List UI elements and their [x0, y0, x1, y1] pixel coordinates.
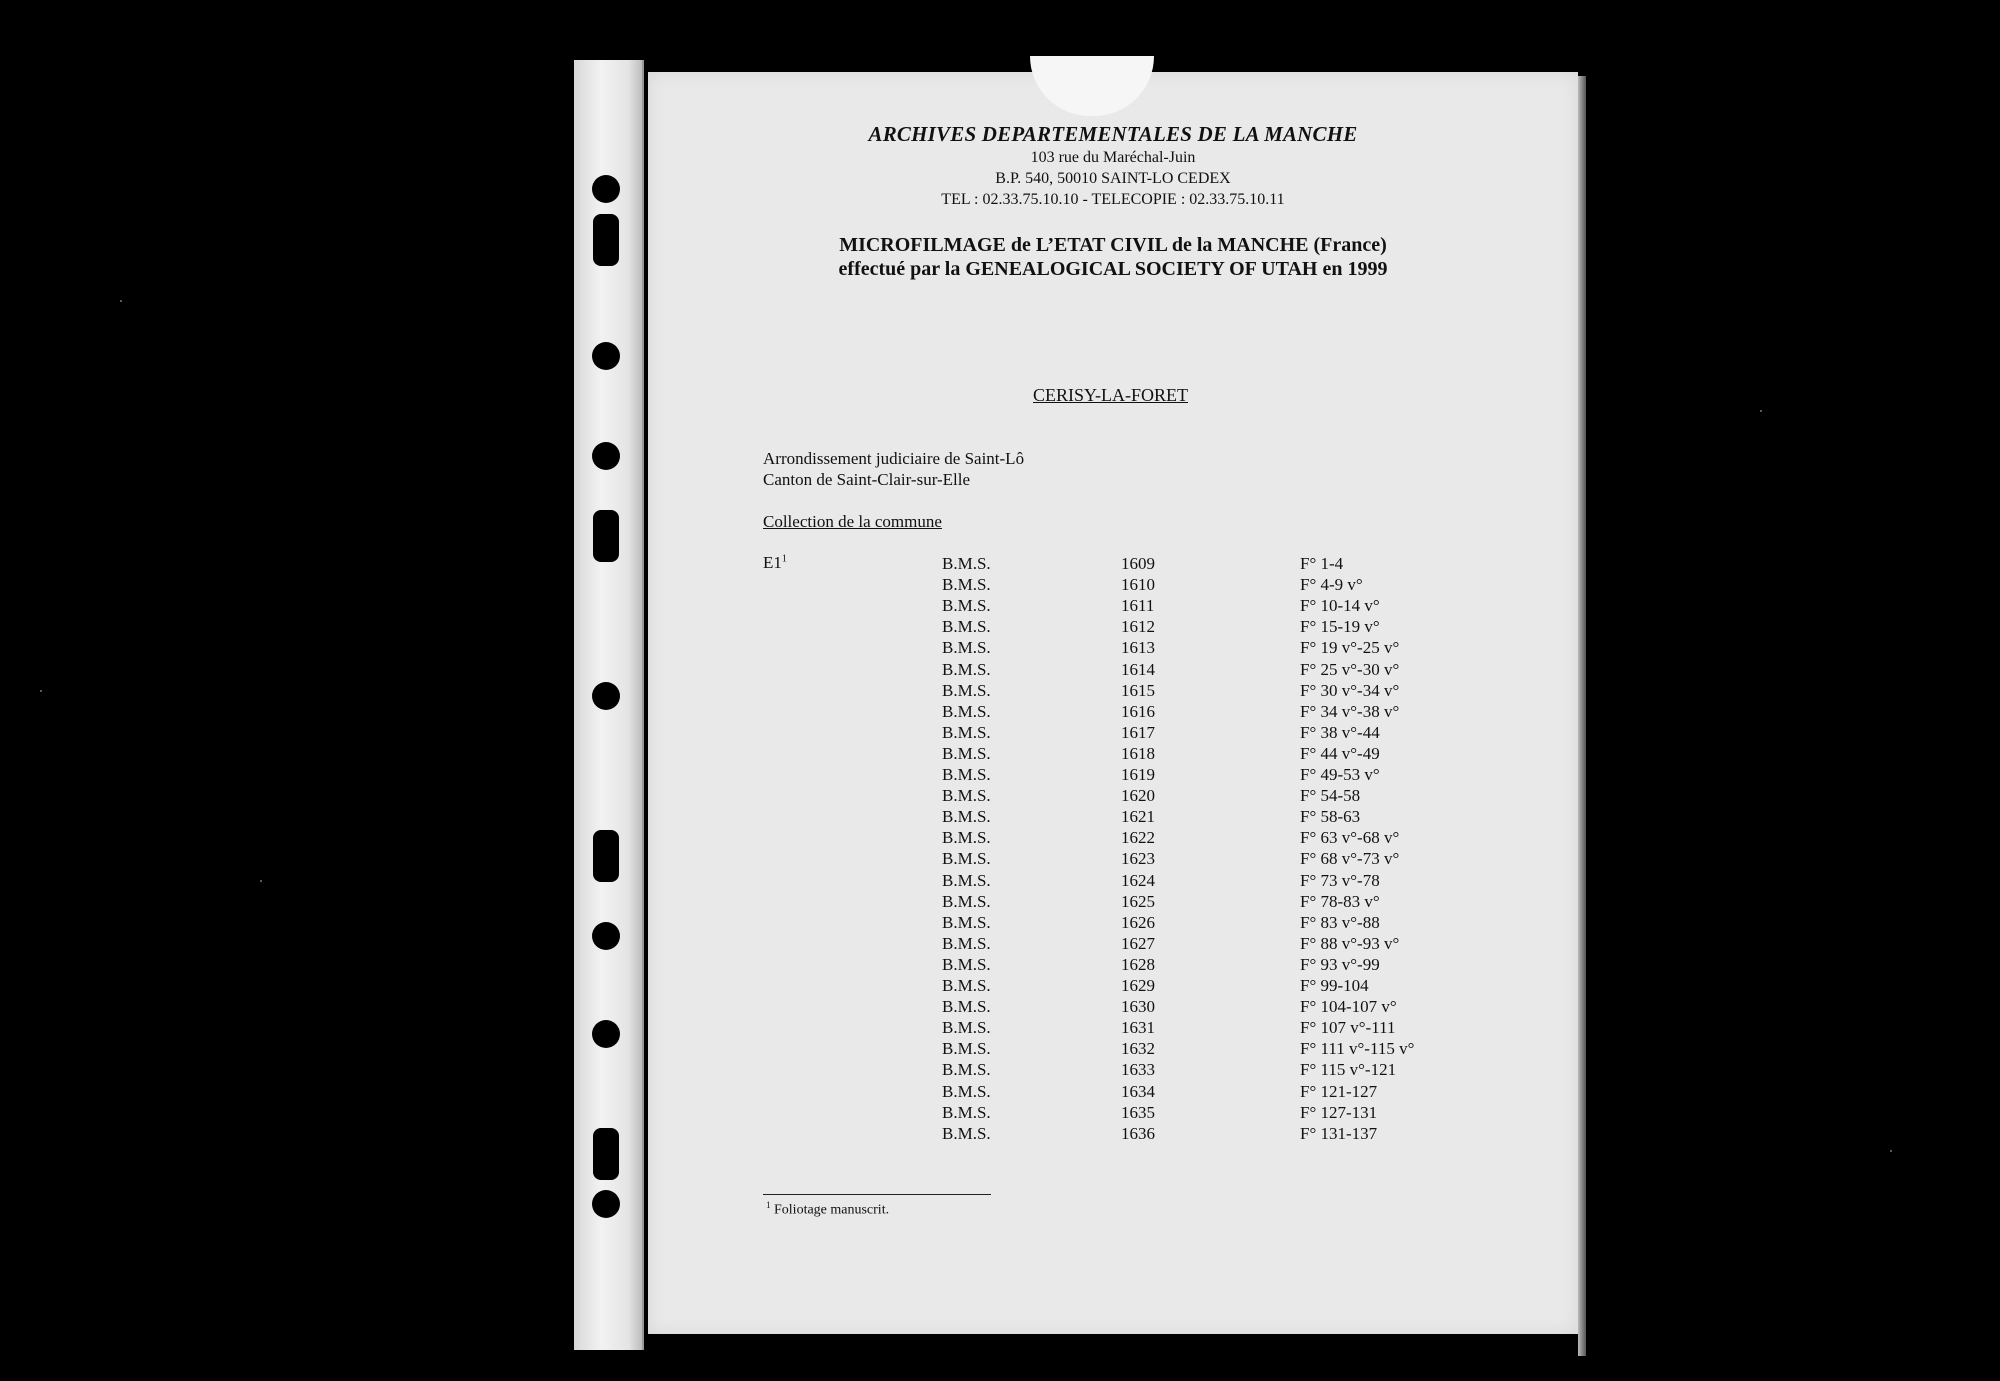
record-type: B.M.S.	[942, 617, 991, 637]
record-folio: F° 49-53 v°	[1300, 765, 1380, 784]
record-type: B.M.S.	[942, 849, 991, 869]
record-year: 1632	[1121, 1039, 1155, 1059]
record-year: 1634	[1121, 1081, 1155, 1101]
record-type: B.M.S.	[942, 638, 991, 658]
record-year: 1628	[1121, 954, 1155, 974]
punch-hole	[592, 175, 620, 203]
archive-name: ARCHIVES DEPARTEMENTALES DE LA MANCHE	[868, 122, 1358, 146]
table-row	[0, 871, 2000, 892]
record-type: B.M.S.	[942, 701, 991, 721]
record-folio: F° 99-104	[1300, 976, 1369, 995]
record-year: 1624	[1121, 870, 1155, 890]
record-folio: F° 19 v°-25 v°	[1300, 638, 1400, 658]
table-row	[0, 702, 2000, 723]
record-year: 1615	[1121, 680, 1155, 700]
film-speck	[1890, 1150, 1892, 1152]
record-year: 1609	[1121, 554, 1155, 573]
record-type: B.M.S.	[942, 997, 991, 1017]
record-folio: F° 10-14 v°	[1300, 596, 1380, 616]
record-type: B.M.S.	[942, 912, 991, 932]
table-row	[0, 765, 2000, 786]
record-type: B.M.S.	[942, 722, 991, 742]
record-type: B.M.S.	[942, 1060, 991, 1080]
record-folio: F° 115 v°-121	[1300, 1060, 1397, 1080]
record-folio: F° 38 v°-44	[1300, 722, 1380, 742]
admin-info	[763, 448, 1024, 490]
record-folio: F° 30 v°-34 v°	[1300, 680, 1400, 700]
footnote-text: Foliotage manuscrit.	[774, 1202, 890, 1218]
record-type: B.M.S.	[942, 1039, 991, 1059]
record-type: B.M.S.	[942, 870, 991, 890]
record-folio: F° 34 v°-38 v°	[1300, 701, 1400, 721]
record-folio: F° 88 v°-93 v°	[1300, 933, 1400, 953]
table-row	[0, 1039, 2000, 1060]
record-type: B.M.S.	[942, 575, 991, 595]
record-folio: F° 54-58	[1300, 786, 1361, 806]
record-type: B.M.S.	[942, 1081, 991, 1101]
record-year: 1618	[1121, 743, 1155, 763]
table-row	[0, 681, 2000, 702]
arrondissement: Arrondissement judiciaire de Saint-Lô	[763, 449, 1025, 468]
title-line-2: effectué par la GENEALOGICAL SOCIETY OF UTAH en 1999	[838, 258, 1388, 280]
record-folio: F° 4-9 v°	[1300, 575, 1363, 595]
record-year: 1613	[1121, 638, 1155, 658]
canton: Canton de Saint-Clair-sur-Elle	[763, 470, 971, 489]
record-folio: F° 104-107 v°	[1300, 997, 1397, 1017]
table-row	[0, 575, 2000, 596]
table-row	[0, 744, 2000, 765]
table-row	[0, 955, 2000, 976]
punch-hole	[592, 442, 620, 470]
record-year: 1621	[1121, 807, 1155, 827]
record-year: 1636	[1121, 1123, 1155, 1143]
series-code-label: E1	[763, 553, 782, 572]
table-row	[0, 934, 2000, 955]
address-line-2: B.P. 540, 50010 SAINT-LO CEDEX	[995, 170, 1231, 187]
record-year: 1635	[1121, 1102, 1155, 1122]
record-year: 1617	[1121, 722, 1155, 742]
record-type: B.M.S.	[942, 933, 991, 953]
table-row	[0, 1124, 2000, 1145]
title-line-1: MICROFILMAGE de L’ETAT CIVIL de la MANCHE (France)	[839, 234, 1387, 256]
film-speck	[40, 690, 42, 692]
table-row	[0, 786, 2000, 807]
table-row	[0, 1060, 2000, 1081]
record-year: 1633	[1121, 1060, 1155, 1080]
table-row	[0, 976, 2000, 997]
record-folio: F° 83 v°-88	[1300, 912, 1380, 932]
footnote-reference: 1	[781, 553, 787, 565]
record-year: 1612	[1121, 617, 1155, 637]
record-type: B.M.S.	[942, 1018, 991, 1038]
record-type: B.M.S.	[942, 596, 991, 616]
record-folio: F° 78-83 v°	[1300, 891, 1380, 911]
commune-name: CERISY-LA-FORET	[1033, 385, 1189, 405]
table-row	[0, 617, 2000, 638]
table-row	[0, 849, 2000, 870]
record-year: 1610	[1121, 575, 1155, 595]
punch-hole	[592, 342, 620, 370]
record-type: B.M.S.	[942, 554, 991, 573]
phone-line: TEL : 02.33.75.10.10 - TELECOPIE : 02.33.75.10.11	[941, 191, 1285, 208]
table-row	[0, 638, 2000, 659]
record-year: 1626	[1121, 912, 1155, 932]
record-year: 1620	[1121, 786, 1155, 806]
archive-header	[648, 122, 1578, 210]
record-type: B.M.S.	[942, 828, 991, 848]
footnote	[766, 1200, 889, 1219]
table-row	[0, 554, 2000, 575]
record-folio: F° 44 v°-49	[1300, 743, 1380, 763]
table-row	[0, 997, 2000, 1018]
record-year: 1614	[1121, 659, 1155, 679]
record-folio: F° 15-19 v°	[1300, 617, 1380, 637]
record-year: 1631	[1121, 1018, 1155, 1038]
record-folio: F° 68 v°-73 v°	[1300, 849, 1400, 869]
record-year: 1630	[1121, 997, 1155, 1017]
record-type: B.M.S.	[942, 954, 991, 974]
record-folio: F° 111 v°-115 v°	[1300, 1039, 1415, 1059]
table-row	[0, 1103, 2000, 1124]
table-row	[0, 1082, 2000, 1103]
collection-heading: Collection de la commune	[763, 512, 942, 531]
footnote-mark: 1	[766, 1200, 771, 1210]
record-type: B.M.S.	[942, 976, 991, 995]
record-folio: F° 73 v°-78	[1300, 870, 1380, 890]
table-row	[0, 596, 2000, 617]
record-type: B.M.S.	[942, 1123, 991, 1143]
table-row	[0, 828, 2000, 849]
record-type: B.M.S.	[942, 807, 991, 827]
record-year: 1627	[1121, 933, 1155, 953]
table-row	[0, 913, 2000, 934]
record-folio: F° 121-127	[1300, 1081, 1378, 1101]
record-folio: F° 58-63	[1300, 807, 1361, 827]
record-folio: F° 25 v°-30 v°	[1300, 659, 1400, 679]
record-year: 1629	[1121, 976, 1155, 995]
film-speck	[260, 880, 262, 882]
record-type: B.M.S.	[942, 1102, 991, 1122]
table-row	[0, 660, 2000, 681]
record-year: 1616	[1121, 701, 1155, 721]
record-type: B.M.S.	[942, 891, 991, 911]
record-folio: F° 131-137	[1300, 1123, 1378, 1143]
record-type: B.M.S.	[942, 659, 991, 679]
record-year: 1623	[1121, 849, 1155, 869]
table-row	[0, 723, 2000, 744]
record-folio: F° 127-131	[1300, 1102, 1378, 1122]
table-row	[0, 892, 2000, 913]
punch-slot	[593, 214, 619, 266]
document-title	[648, 233, 1578, 281]
record-folio: F° 107 v°-111	[1300, 1018, 1396, 1038]
record-folio: F° 1-4	[1300, 554, 1344, 573]
footnote-rule	[763, 1194, 991, 1195]
punch-hole	[592, 1190, 620, 1218]
record-type: B.M.S.	[942, 765, 991, 784]
table-row	[0, 807, 2000, 828]
record-folio: F° 93 v°-99	[1300, 954, 1380, 974]
record-year: 1611	[1121, 596, 1155, 616]
film-speck	[120, 300, 122, 302]
record-folio: F° 63 v°-68 v°	[1300, 828, 1400, 848]
film-speck	[1760, 410, 1762, 412]
record-year: 1622	[1121, 828, 1155, 848]
record-year: 1625	[1121, 891, 1155, 911]
record-type: B.M.S.	[942, 786, 991, 806]
record-type: B.M.S.	[942, 743, 991, 763]
address-line-1: 103 rue du Maréchal-Juin	[1030, 149, 1196, 166]
record-year: 1619	[1121, 765, 1155, 784]
record-type: B.M.S.	[942, 680, 991, 700]
table-row	[0, 1018, 2000, 1039]
